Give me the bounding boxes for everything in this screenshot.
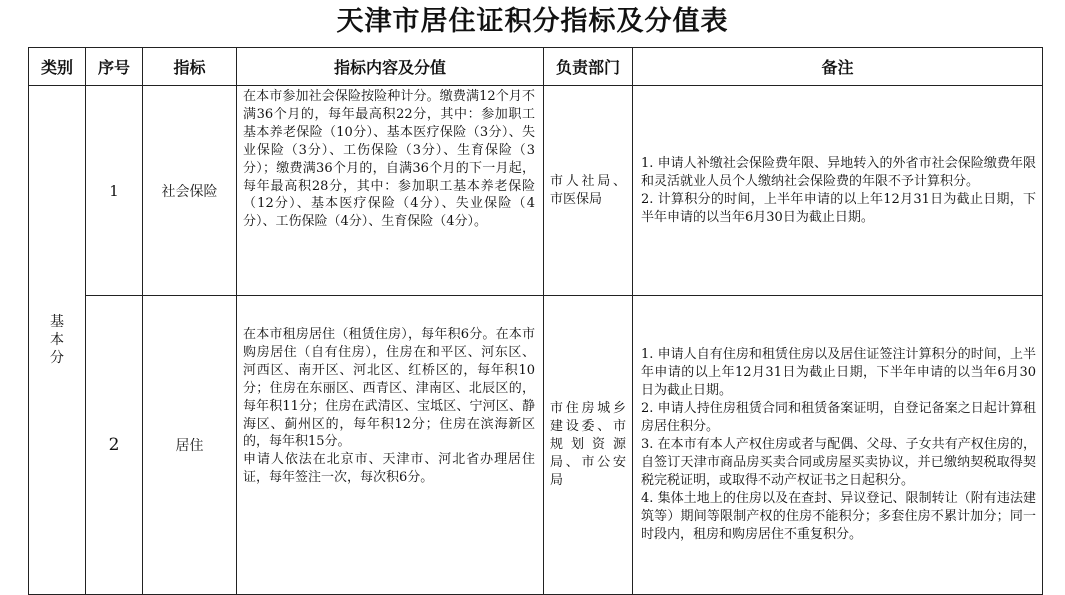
- remark-item: 1. 申请人补缴社会保险费年限、异地转入的外省市社会保险缴费年限和灵活就业人员个人缴纳社会保险费的年限不予计算积分。: [641, 155, 1036, 189]
- header-indicator: 指标: [143, 48, 237, 86]
- header-row: [29, 48, 1043, 86]
- remark-item: 1. 申请人自有住房和租赁住房以及居住证签注计算积分的时间，上半年申请的以上年12月31日为截止日期，下半年申请的以当年6月30日为截止日期。: [641, 347, 1036, 398]
- indicator-cell: 居住: [143, 296, 237, 595]
- seq-cell: 2: [86, 296, 143, 595]
- category-char: 分: [50, 350, 64, 366]
- header-remarks: 备注: [633, 48, 1043, 86]
- dept-cell: 市住房城乡建设委、市规划资源局、市公安局: [544, 296, 633, 595]
- category-char: 基: [50, 314, 64, 330]
- content-paragraph: 在本市参加社会保险按险种计分。缴费满12个月不满36个月的，每年最高积22分，其中：参加职工基本养老保险（10分）、基本医疗保险（3分）、失业保险（3分）、工伤保险（3分）、生育保险（3分）；缴费满36个月的，自满36个月的下一月起，每年最高积28分，其中：参加职工基本养老保险（12分）、基本医疗保险（4分）、失业保险（4分）、工伤保险（4分）、生育保险（4分）。: [243, 89, 535, 230]
- content-cell: [237, 86, 544, 296]
- page-title: 天津市居住证积分指标及分值表: [336, 6, 729, 37]
- header-dept: 负责部门: [544, 48, 633, 86]
- header-content: 指标内容及分值: [237, 48, 544, 86]
- points-table: [28, 47, 1043, 595]
- remark-item: 3. 在本市有本人产权住房或者与配偶、父母、子女共有产权住房的，自签订天津市商品房买卖合同或房屋买卖协议，并已缴纳契税取得契税完税证明，或取得不动产权证书之日起积分。: [641, 437, 1036, 488]
- content-cell: [237, 296, 544, 595]
- content-paragraph: 申请人依法在北京市、天津市、河北省办理居住证，每年签注一次，每次积6分。: [243, 452, 535, 486]
- header-seq: 序号: [86, 48, 143, 86]
- table-row: [29, 86, 1043, 296]
- remark-item: 2. 申请人持住房租赁合同和租赁备案证明，自登记备案之日起计算租房居住积分。: [641, 401, 1036, 434]
- dept-cell: 市人社局、市医保局: [544, 86, 633, 296]
- category-char: 本: [50, 332, 64, 348]
- remarks-cell: [633, 86, 1043, 296]
- seq-cell: 1: [86, 86, 143, 296]
- indicator-cell: 社会保险: [143, 86, 237, 296]
- header-category: 类别: [29, 48, 86, 86]
- content-paragraph: 在本市租房居住（租赁住房），每年积6分。在本市购房居住（自有住房），住房在和平区、河东区、河西区、南开区、河北区、红桥区的，每年积10分；住房在东丽区、西青区、津南区、北辰区的，每年积11分；住房在武清区、宝坻区、宁河区、静海区、蓟州区的，每年积12分；住房在滨海新区的，每年积15分。: [243, 327, 535, 450]
- remarks-cell: [633, 296, 1043, 595]
- category-cell: [29, 86, 86, 595]
- remark-item: 2. 计算积分的时间，上半年申请的以上年12月31日为截止日期，下半年申请的以当年6月30日为截止日期。: [641, 191, 1036, 225]
- table-row: [29, 296, 1043, 595]
- remark-item: 4. 集体土地上的住房以及在查封、异议登记、限制转让（附有违法建筑等）期间等限制产权的住房不能积分；多套住房不累计加分；同一时段内，租房和购房居住不重复积分。: [641, 491, 1036, 542]
